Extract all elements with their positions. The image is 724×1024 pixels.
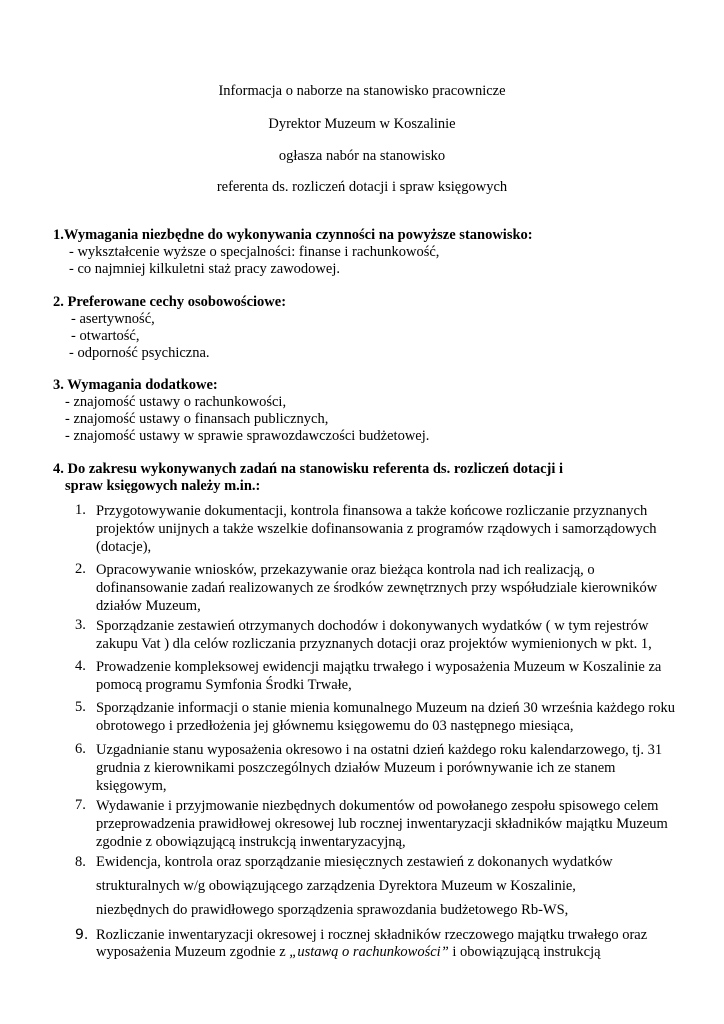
section2-item: - otwartość, xyxy=(71,328,140,344)
list-item: Sporządzanie informacji o stanie mienia komunalnego Muzeum na dzień 30 września każdego roku obrotowego i przedłożenia jej głównemu księgowemu do 03 następnego miesiąca, xyxy=(96,700,675,734)
list-item-number: 4. xyxy=(75,658,86,674)
section3-heading: 3. Wymagania dodatkowe: xyxy=(53,377,218,393)
document-title: Informacja o naborze na stanowisko pracownicze xyxy=(218,83,506,99)
section1-item: - wykształcenie wyższe o specjalności: finanse i rachunkowość, xyxy=(69,244,440,260)
list-item-number: 2. xyxy=(75,561,86,577)
section2-item: - asertywność, xyxy=(71,311,155,327)
list-item-text: i obowiązującą instrukcją xyxy=(448,944,601,960)
list-item-number: 9. xyxy=(75,927,89,943)
section3-item: - znajomość ustawy o finansach publicznych, xyxy=(65,411,329,427)
section4-heading-cont: spraw księgowych należy m.in.: xyxy=(65,478,261,494)
position-line: referenta ds. rozliczeń dotacji i spraw księgowych xyxy=(216,179,508,195)
section1-item: - co najmniej kilkuletni staż pracy zawodowej. xyxy=(69,261,340,277)
director-line: Dyrektor Muzeum w Koszalinie xyxy=(268,116,456,132)
list-item: Uzgadnianie stanu wyposażenia okresowo i na ostatni dzień każdego roku kalendarzowego, tj. 31 grudnia z kierownikami poszczególnych działów Muzeum i porównywanie ich ze stanem księgowym, xyxy=(96,742,663,794)
list-item-italic-text: „ustawą o rachunkowości” xyxy=(289,944,449,960)
list-item: Wydawanie i przyjmowanie niezbędnych dokumentów od powołanego zespołu spisowego celem przeprowadzenia prawidłowej okresowej lub rocznej inwentaryzacji składników majątku Muzeum zgodnie z obowiązującą instrukcją inwentaryzacyjną, xyxy=(96,798,668,850)
section3-item: - znajomość ustawy o rachunkowości, xyxy=(65,394,287,410)
list-item: Sporządzanie zestawień otrzymanych dochodów i dokonywanych wydatków ( w tym rejestrów zakupu Vat ) dla celów rozliczania przyznanych dotacji oraz projektów wymienionych w pkt. 1, xyxy=(96,618,652,652)
list-item: Rozliczanie inwentaryzacji okresowej i rocznej składników rzeczowego majątku trwałego oraz xyxy=(96,927,648,943)
list-item-cont: niezbędnych do prawidłowego sporządzenia sprawozdania budżetowego Rb-WS, xyxy=(96,902,569,918)
list-item-number: 6. xyxy=(75,741,86,757)
section1-heading: 1.Wymagania niezbędne do wykonywania czynności na powyższe stanowisko: xyxy=(53,227,533,243)
list-item-number: 7. xyxy=(75,797,86,813)
section2-item: - odporność psychiczna. xyxy=(69,345,210,361)
list-item-number: 3. xyxy=(75,617,86,633)
list-item-text: wyposażenia Muzeum zgodnie z xyxy=(96,944,290,960)
list-item: Przygotowywanie dokumentacji, kontrola finansowa a także końcowe rozliczanie przyznanych projektów unijnych a także wszelkie dofinansowania z programów rządowych i samorządowych (dotacje), xyxy=(96,503,657,555)
list-item: Prowadzenie kompleksowej ewidencji majątku trwałego i wyposażenia Muzeum w Koszalinie za pomocą programu Symfonia Środki Trwałe, xyxy=(96,659,662,693)
section4-heading: 4. Do zakresu wykonywanych zadań na stanowisku referenta ds. rozliczeń dotacji i xyxy=(53,461,564,477)
list-item: Ewidencja, kontrola oraz sporządzanie miesięcznych zestawień z dokonanych wydatków xyxy=(96,854,613,870)
list-item-cont xyxy=(96,944,601,961)
section2-heading: 2. Preferowane cechy osobowościowe: xyxy=(53,294,287,310)
list-item-number: 5. xyxy=(75,699,86,715)
announces-line: ogłasza nabór na stanowisko xyxy=(278,148,446,164)
section3-item: - znajomość ustawy w sprawie sprawozdawczości budżetowej. xyxy=(65,428,430,444)
list-item: Opracowywanie wniosków, przekazywanie oraz bieżąca kontrola nad ich realizacją, o dofinansowanie zadań realizowanych ze środków zewnętrznych przy współudziale kierowników działów Muzeum, xyxy=(96,562,658,614)
list-item-number: 8. xyxy=(75,854,86,870)
list-item-cont: strukturalnych w/g obowiązującego zarządzenia Dyrektora Muzeum w Koszalinie, xyxy=(96,878,576,894)
list-item-number: 1. xyxy=(75,502,86,518)
